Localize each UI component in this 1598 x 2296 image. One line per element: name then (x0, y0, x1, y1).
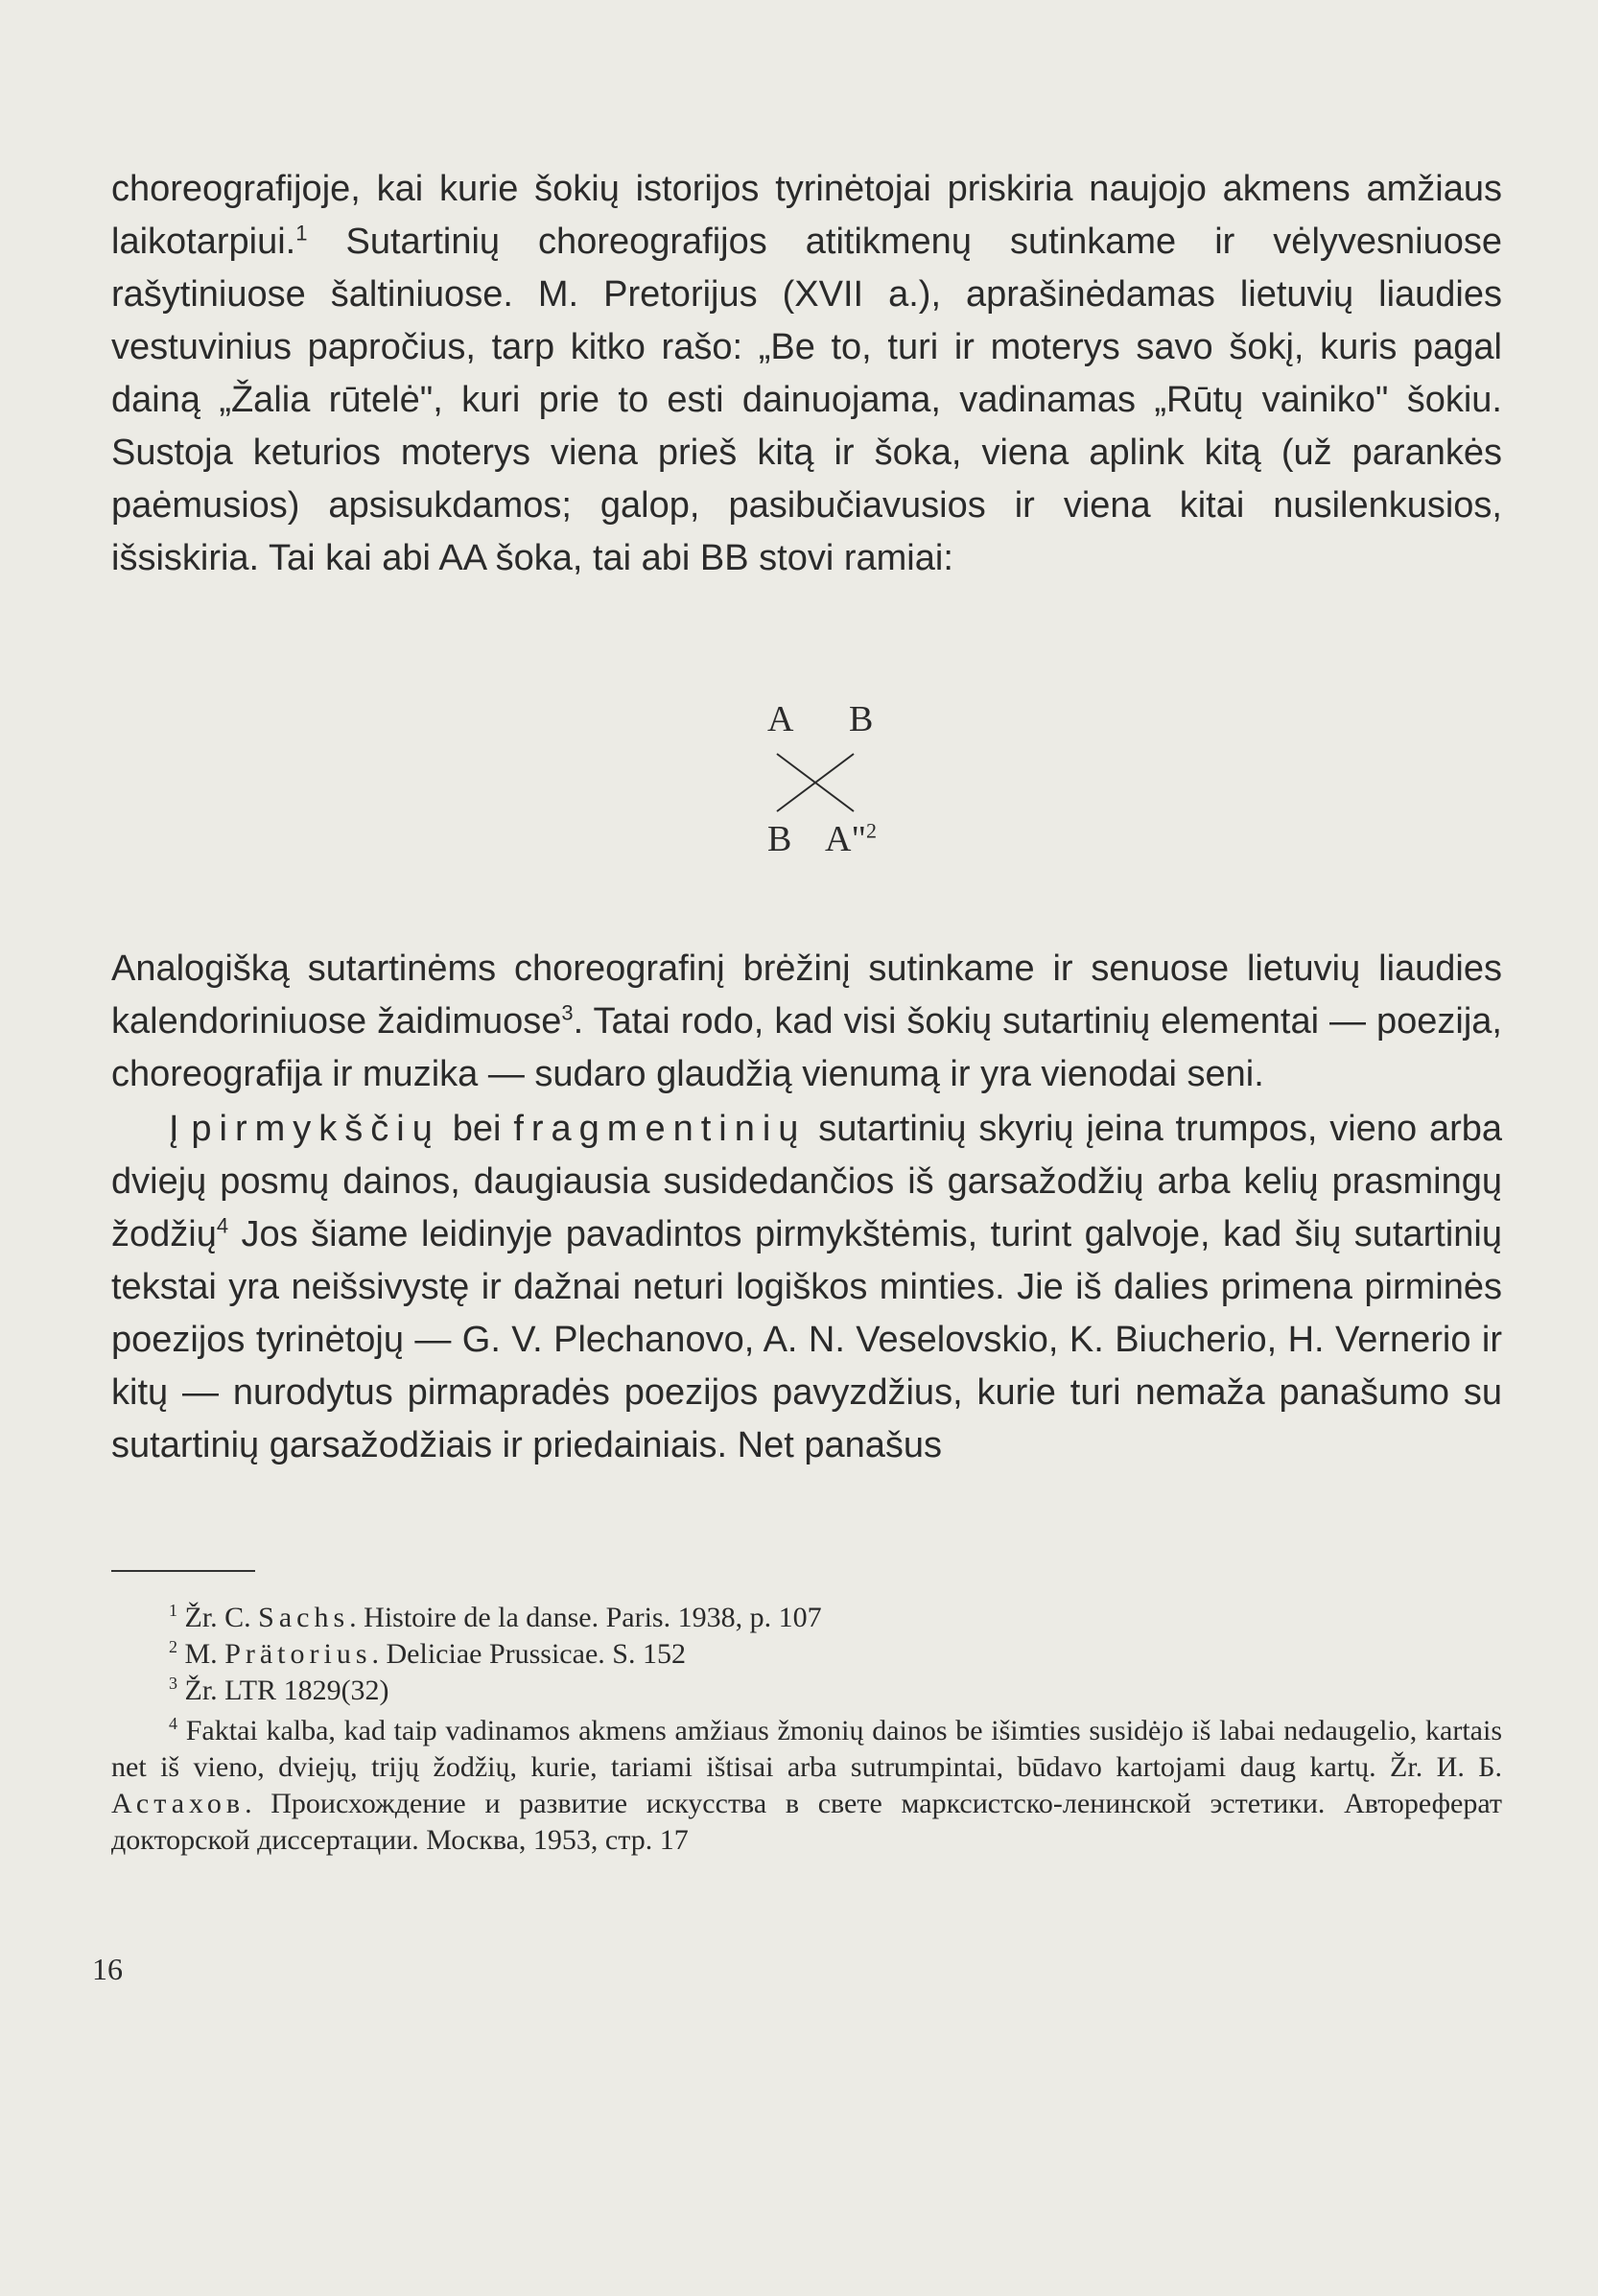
diagram-top-right: B (849, 699, 874, 739)
main-text-lower (111, 943, 1502, 1472)
footnote-4: $^4$ Faktai kalba, kad taip vadinamos akmens amžiaus žmonių dainos be išimties susidėjo iš labai nedaugelio, kartais net iš vieno, dviejų, trijų žodžių, kurie, tariami ištisai arba sutrumpintai, būdavo kartojami daug kartų. Žr. И. Б. Астахов. Происхождение и развитие искусства в свете марксистско-ленинской эстетики. Автореферат докторской диссертации. Москва, 1953, стр. 17 (111, 1714, 1502, 1856)
main-text (111, 163, 1502, 585)
footnote-3: $^3$ Žr. LTR 1829(32) (169, 1674, 389, 1706)
diagram-top-left: A (767, 699, 794, 739)
footnote-ref-1: 1 (295, 221, 308, 246)
footnotes (111, 1600, 1502, 1859)
page-number: 16 (92, 1952, 123, 1986)
footnote-divider (111, 1570, 255, 1572)
footnote-ref-4: 4 (216, 1213, 229, 1238)
footnote-ref-2: 2 (865, 818, 877, 843)
term-fragmentiniu: fragmentinių (513, 1109, 807, 1149)
dance-diagram (758, 700, 950, 873)
diagram-bottom-right: A"$^2$ (825, 818, 877, 859)
paragraph-3: Į pirmykščių bei fragmentinių sutartinių skyrių įeina trumpos, vieno arba dviejų posmų dainos, daugiausia susidedančios iš garsažodžių arba kelių prasmingų žodžių$^4$ Jos šiame leidinyje pavadintos pirmykštėmis, turint galvoje, kad šių sutartinių tekstai yra neišsivystę ir dažnai neturi logiškos minties. Jie iš dalies primena pirminės poezijos tyrinėtojų — G. V. Plechanovo, A. N. Veselovskio, K. Biucherio, H. Vernerio ir kitų — nurodytus pirmapradės poezijos pavyzdžius, kurie turi nemaža panašumo su sutartinių garsažodžiais ir priedainiais. Net panašus (111, 1109, 1502, 1465)
paragraph-2: Analogišką sutartinėms choreografinį brėžinį sutinkame ir senuose lietuvių liaudies kalendoriniuose žaidimuose$^3$. Tatai rodo, kad visi šokių sutartinių elementai — poezija, choreografija ir muzika — sudaro glaudžią vienumą ir yra vienodai seni. (111, 949, 1502, 1094)
footnote-1: $^1$ Žr. C. Sachs. Histoire de la danse. Paris. 1938, p. 107 (169, 1601, 822, 1633)
paragraph-1: choreografijoje, kai kurie šokių istorijos tyrinėtojai priskiria naujojo akmens amžiaus laikotarpiui.$^1$ Sutartinių choreografijos atitikmenų sutinkame ir vėlyvesniuose rašytiniuose šaltiniuose. M. Pretorijus (XVII a.), aprašinėdamas lietuvių liaudies vestuvinius papročius, tarp kitko rašo: „Be to, turi ir moterys savo šokį, kuris pagal dainą „Žalia rūtelė", kuri prie to esti dainuojama, vadinamas „Rūtų vainiko" šokiu. Sustoja keturios moterys viena prieš kitą ir šoka, viena aplink kitą (už parankės paėmusios) apsisukdamos; galop, pasibučiavusios ir viena kitai nusilenkusios, išsiskiria. Tai kai abi AA šoka, tai abi BB stovi ramiai: (111, 169, 1502, 578)
diagram-cross (769, 750, 865, 817)
diagram-bottom-left: B (767, 819, 792, 859)
term-pirmykstiu: pirmykščių (191, 1109, 440, 1149)
footnote-2: $^2$ M. Prätorius. Deliciae Prussicae. S. 152 (169, 1637, 686, 1670)
footnote-ref-3: 3 (561, 1000, 574, 1025)
